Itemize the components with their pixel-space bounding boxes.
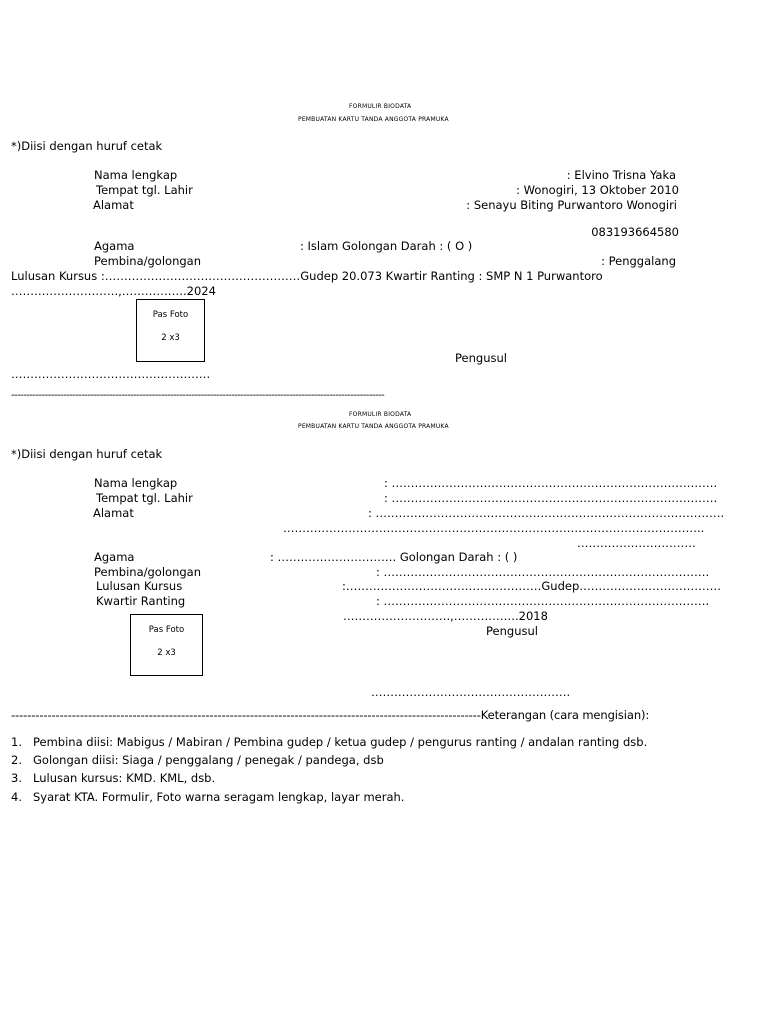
nama-label: Nama lengkap	[94, 168, 178, 182]
ttl-label: Tempat tgl. Lahir	[96, 491, 193, 505]
alamat-field-cont: ………………………….	[577, 536, 696, 550]
list-item-text: Lulusan kursus: KMD. KML, dsb.	[33, 771, 216, 785]
list-item-number: 4.	[11, 790, 22, 804]
date-line: ……………………….,……………..2024	[11, 284, 216, 298]
alamat-field-cont: ………………………………………………………………………………………………..	[283, 521, 705, 535]
agama-label: Agama	[94, 550, 135, 564]
phone-value: 083193664580	[591, 225, 679, 239]
list-item-number: 1.	[11, 735, 22, 749]
ttl-value: : Wonogiri, 13 Oktober 2010	[516, 183, 679, 197]
pembina-value: : Penggalang	[601, 254, 676, 268]
photo-box	[136, 299, 205, 362]
alamat-value: : Senayu Biting Purwantoro Wonogiri	[466, 198, 677, 212]
agama-label: Agama	[94, 239, 135, 253]
kwartir-label: Kwartir Ranting	[96, 594, 186, 608]
pengusul-label: Pengusul	[486, 624, 538, 638]
ttl-label: Tempat tgl. Lahir	[96, 183, 193, 197]
agama-field: : …………………………. Golongan Darah : ( )	[270, 550, 518, 564]
form-1-instruction: *)Diisi dengan huruf cetak	[11, 139, 163, 153]
signature-line: …………………………………………….	[11, 367, 211, 381]
form-2-title: FORMULIR BIODATA	[349, 411, 412, 418]
date-line: ……………………….,……………..2018	[343, 609, 548, 623]
keterangan-heading: --------------------------------------------------------------------------------------------------------------------Keterangan (cara mengisian):	[11, 708, 650, 722]
separator: --------------------------------------------------------------------------------------------------------------------------	[11, 390, 385, 401]
alamat-label: Alamat	[93, 198, 134, 212]
photo-box	[130, 614, 203, 676]
nama-value: : Elvino Trisna Yaka	[566, 168, 676, 182]
list-item-number: 3.	[11, 771, 22, 785]
nama-field: : ………………………………………………………………………….	[384, 476, 718, 490]
lulusan-label: Lulusan Kursus	[96, 579, 183, 593]
form-1-subtitle: PEMBUATAN KARTU TANDA ANGGOTA PRAMUKA	[298, 116, 449, 123]
list-item	[11, 735, 647, 749]
alamat-field: : ……………………………………………………………………………….	[368, 506, 725, 520]
lulusan-line: Lulusan Kursus :……………………………………………Gudep 20.073 Kwartir Ranting : SMP N 1 Purwantoro	[11, 269, 603, 283]
nama-label: Nama lengkap	[94, 476, 178, 490]
photo-size: 2 x3	[157, 648, 176, 658]
photo-label: Pas Foto	[152, 310, 189, 320]
photo-label: Pas Foto	[148, 625, 185, 635]
kwartir-field: : ………………………………………………………………………….	[376, 594, 710, 608]
list-item-text: Syarat KTA. Formulir, Foto warna seragam lengkap, layar merah.	[33, 790, 405, 804]
pembina-label: Pembina/golongan	[94, 254, 201, 268]
form-2-instruction: *)Diisi dengan huruf cetak	[11, 447, 163, 461]
list-item	[11, 753, 384, 767]
ttl-field: : ………………………………………………………………………….	[384, 491, 718, 505]
agama-value: : Islam Golongan Darah : ( O )	[300, 239, 473, 253]
pengusul-label: Pengusul	[455, 351, 507, 365]
separator-keterangan	[11, 708, 649, 722]
list-item-text: Golongan diisi: Siaga / penggalang / penegak / pandega, dsb	[33, 753, 384, 767]
photo-size: 2 x3	[161, 333, 180, 343]
pembina-field: : ………………………………………………………………………….	[376, 565, 710, 579]
pembina-label: Pembina/golongan	[94, 565, 201, 579]
signature-line: …………………………………………….	[371, 685, 571, 699]
form-2-subtitle: PEMBUATAN KARTU TANDA ANGGOTA PRAMUKA	[298, 423, 449, 430]
form-1-title: FORMULIR BIODATA	[349, 103, 412, 110]
list-item-number: 2.	[11, 753, 22, 767]
alamat-label: Alamat	[93, 506, 134, 520]
lulusan-field: :……………………………………………Gudep……………………………….	[342, 579, 721, 593]
list-item	[11, 771, 215, 785]
list-item-text: Pembina diisi: Mabigus / Mabiran / Pembina gudep / ketua gudep / pengurus ranting / andalan ranting dsb.	[33, 735, 648, 749]
list-item	[11, 790, 404, 804]
